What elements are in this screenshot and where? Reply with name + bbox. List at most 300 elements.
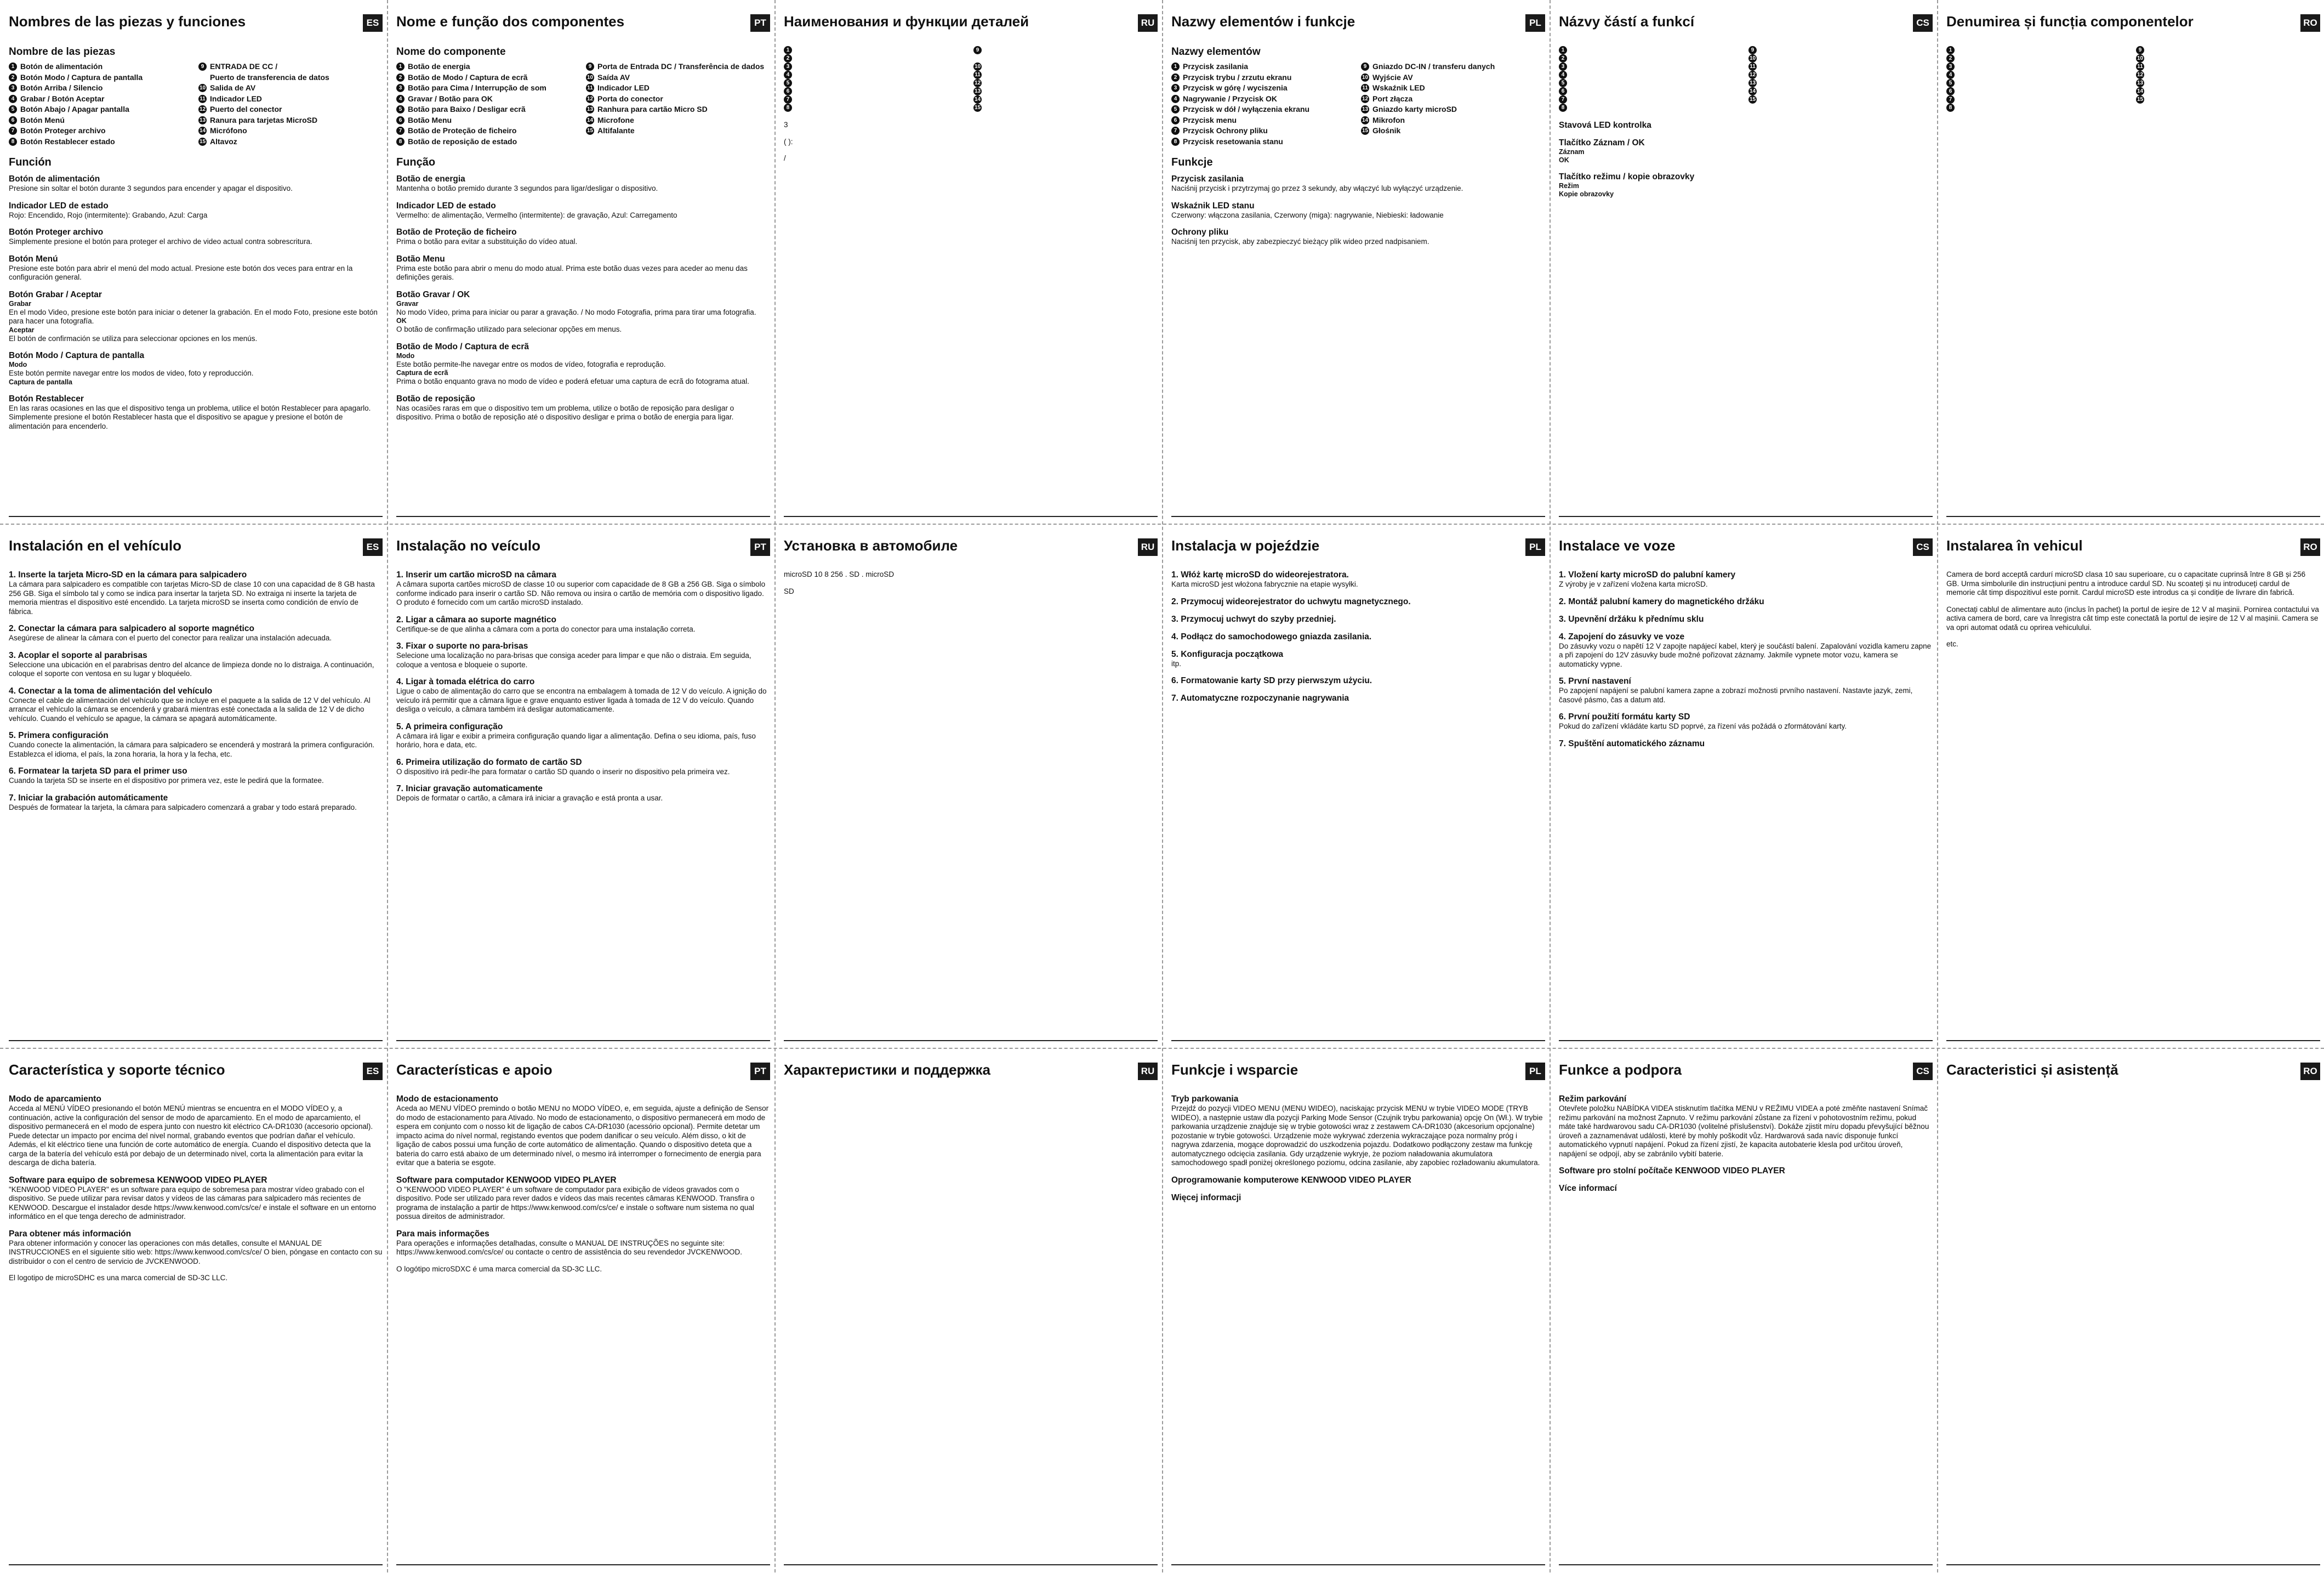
part-item xyxy=(198,94,383,105)
part-label: Puerto del conector xyxy=(210,105,282,113)
part-item xyxy=(198,115,383,126)
section-title: 4. Podłącz do samochodowego gniazda zasilania. xyxy=(1171,632,1372,641)
panel-content xyxy=(1559,570,1933,1038)
section-body: Para operações e informações detalhadas, consulte o MANUAL DE INSTRUÇÕES no seguinte site: https://www.kenwood.com/cs/ce/ ou contacte o centro de assistência do seu revendedor JVCKENWOOD. xyxy=(396,1239,743,1256)
section xyxy=(1559,570,1933,589)
panel-bottom-rule xyxy=(9,516,383,517)
part-item xyxy=(1946,95,2131,104)
section-body: Z výroby je v zařízení vložena karta microSD. xyxy=(1559,580,1708,588)
section-title: Oprogramowanie komputerowe KENWOOD VIDEO PLAYER xyxy=(1171,1175,1411,1185)
part-label: Porta do conector xyxy=(597,94,663,103)
part-number-icon: 9 xyxy=(586,63,594,71)
section-body: Nas ocasiões raras em que o dispositivo tem um problema, utilize o botão de reposição para desligar o dispositivo. Prima o botão de reposição até o dispositivo desligar e prima o botão de energia para ligar. xyxy=(396,404,734,421)
part-number-icon: 10 xyxy=(974,64,981,70)
section-title: 5. A primeira configuração xyxy=(396,722,503,731)
part-label: Wskaźnik LED xyxy=(1372,83,1425,92)
section xyxy=(1559,632,1933,669)
part-number-icon: 6 xyxy=(1559,87,1567,95)
function-heading: Función xyxy=(9,156,52,168)
panel-bottom-rule xyxy=(396,1564,770,1565)
section xyxy=(9,570,383,616)
language-badge: PL xyxy=(1525,538,1545,556)
part-item xyxy=(9,61,193,72)
panel-title: Instalação no veículo xyxy=(396,537,540,554)
part-item xyxy=(973,95,1158,104)
section-title: 6. Formatowanie karty SD przy pierwszym użyciu. xyxy=(1171,676,1372,685)
panel-pt-2 xyxy=(396,536,773,1049)
section-title: Botón Modo / Captura de pantalla xyxy=(9,351,145,360)
section xyxy=(9,254,383,282)
section-title: Více informací xyxy=(1559,1184,1617,1193)
language-badge: RU xyxy=(1138,538,1158,556)
language-badge: CS xyxy=(1913,1063,1933,1080)
part-number-icon: 14 xyxy=(586,117,594,123)
part-number-icon: 3 xyxy=(1559,63,1567,71)
section-title: 2. Przymocuj wideorejestrator do uchwytu magnetycznego. xyxy=(1171,597,1411,606)
panel-bottom-rule xyxy=(784,1564,1158,1565)
part-item xyxy=(1171,94,1355,105)
part-label: Indicador LED xyxy=(210,94,262,103)
part-item xyxy=(1946,104,2131,112)
section-title: 2. Ligar a câmara ao suporte magnético xyxy=(396,615,557,624)
section xyxy=(9,1094,383,1168)
section xyxy=(9,766,383,786)
panel-pl-1 xyxy=(1171,12,1548,525)
part-label: Botón de alimentación xyxy=(20,62,103,71)
part-label: Botão de reposição de estado xyxy=(408,137,517,146)
section-body: Mantenha o botão premido durante 3 segundos para ligar/desligar o dispositivo. xyxy=(396,184,658,192)
part-label: Puerto de transferencia de datos xyxy=(210,72,329,82)
panel-content xyxy=(1559,46,1933,514)
part-number-icon: 4 xyxy=(784,71,792,79)
section xyxy=(9,1176,383,1222)
part-item xyxy=(198,137,383,147)
part-item xyxy=(784,71,968,79)
panel-bottom-rule xyxy=(784,516,1158,517)
part-number-icon: 14 xyxy=(1749,88,1756,94)
section-body: Este botón permite navegar entre los modos de video, foto y reproducción. xyxy=(9,369,254,377)
function-heading: Função xyxy=(396,156,436,168)
section xyxy=(9,228,383,247)
part-item xyxy=(9,94,193,105)
part-item xyxy=(2136,71,2320,79)
section-title: 1. Włóż kartę microSD do wideorejestratora. xyxy=(1171,570,1349,580)
part-item xyxy=(586,115,770,126)
part-number-icon: 13 xyxy=(1749,80,1756,86)
panel-content xyxy=(1946,1094,2320,1562)
part-item xyxy=(973,104,1158,112)
section-body: Naciśnij przycisk i przytrzymaj go przez 3 sekundy, aby włączyć lub wyłączyć urządzenie. xyxy=(1171,184,1463,192)
part-item xyxy=(9,72,193,83)
part-item xyxy=(9,126,193,137)
part-item xyxy=(1171,83,1355,94)
part-item xyxy=(1946,46,2131,54)
part-item xyxy=(973,87,1158,95)
section-body: Vermelho: de alimentação, Vermelho (intermitente): de gravação, Azul: Carregamento xyxy=(396,211,677,219)
section xyxy=(1171,174,1545,194)
section xyxy=(1559,739,1933,749)
part-number-icon: 4 xyxy=(1559,71,1567,79)
panel-title: Funkcje i wsparcie xyxy=(1171,1061,1298,1078)
section-title: Botão de Proteção de ficheiro xyxy=(396,228,517,237)
part-number-icon: 1 xyxy=(9,63,17,71)
part-number-icon: 10 xyxy=(199,85,206,92)
section xyxy=(1559,677,1933,705)
section-body: No modo Vídeo, prima para iniciar ou parar a gravação. / No modo Fotografia, prima para tirar uma fotografia. xyxy=(396,308,756,316)
section xyxy=(1171,597,1545,607)
panel-title: Denumirea și funcția componentelor xyxy=(1946,13,2194,30)
section xyxy=(1559,1184,1933,1194)
section-body: Depois de formatar o cartão, a câmara irá iniciar a gravação e está pronta a usar. xyxy=(396,794,663,802)
section-title: Software pro stolní počítače KENWOOD VIDEO PLAYER xyxy=(1559,1166,1785,1176)
part-label: Przycisk trybu / zrzutu ekranu xyxy=(1183,72,1292,82)
parts-list xyxy=(396,61,770,147)
part-label: ENTRADA DE CC / xyxy=(210,62,278,71)
part-item xyxy=(1559,71,1743,79)
part-number-icon: 2 xyxy=(396,73,405,82)
part-item xyxy=(396,115,580,126)
part-item xyxy=(1946,87,2131,95)
language-badge: PT xyxy=(750,1063,770,1080)
section-title: 2. Conectar la cámara para salpicadero al soporte magnético xyxy=(9,624,254,633)
section xyxy=(396,758,770,777)
panel-content xyxy=(396,46,770,514)
parts-column xyxy=(396,61,580,147)
part-label: Saída AV xyxy=(597,72,630,82)
part-number-icon: 5 xyxy=(1559,79,1567,87)
panel-title: Nombres de las piezas y funciones xyxy=(9,13,246,30)
section xyxy=(396,174,770,194)
panel-cs-3 xyxy=(1559,1060,1936,1573)
section-title: Ochrony pliku xyxy=(1171,228,1229,237)
section-subtitle: Gravar xyxy=(396,299,419,308)
column-fold-guide xyxy=(1162,0,1163,1572)
function-heading: Funkcje xyxy=(1171,156,1213,168)
parts-column xyxy=(1946,46,2131,112)
part-item xyxy=(198,72,383,83)
language-badge: CS xyxy=(1913,538,1933,556)
part-number-icon: 3 xyxy=(396,84,405,92)
parts-list xyxy=(1946,46,2320,112)
section xyxy=(1559,712,1933,731)
section-title: 7. Spuštění automatického záznamu xyxy=(1559,739,1705,748)
part-item xyxy=(2136,79,2320,87)
parts-column xyxy=(1361,61,1545,147)
part-number-icon: 1 xyxy=(784,46,792,54)
section xyxy=(396,1265,770,1274)
section xyxy=(1559,172,1933,198)
section xyxy=(9,290,383,344)
section xyxy=(9,686,383,724)
section xyxy=(1559,121,1933,130)
parts-heading: Nazwy elementów xyxy=(1171,46,1261,58)
parts-column xyxy=(973,46,1158,112)
panel-bottom-rule xyxy=(1171,1040,1545,1041)
part-item xyxy=(1748,87,1933,95)
section-title: Software para equipo de sobremesa KENWOOD VIDEO PLAYER xyxy=(9,1175,267,1185)
panel-title: Instalación en el vehículo xyxy=(9,537,181,554)
part-item xyxy=(973,63,1158,71)
part-item xyxy=(1559,87,1743,95)
section-title: Wskaźnik LED stanu xyxy=(1171,201,1255,211)
section xyxy=(1946,570,2320,598)
section-title: 3. Fixar o suporte no para-brisas xyxy=(396,641,528,651)
section xyxy=(1171,632,1545,642)
part-item xyxy=(1171,104,1355,115)
part-label: Grabar / Botón Aceptar xyxy=(20,94,105,103)
part-number-icon: 11 xyxy=(1748,63,1757,71)
section xyxy=(9,174,383,194)
part-label: Przycisk Ochrony pliku xyxy=(1183,126,1268,135)
part-item xyxy=(586,72,770,83)
section-title: Więcej informacji xyxy=(1171,1192,1241,1202)
panel-title: Наименования и функции деталей xyxy=(784,13,1029,30)
part-item xyxy=(973,71,1158,79)
part-label: Nagrywanie / Przycisk OK xyxy=(1183,94,1277,103)
part-item xyxy=(2136,46,2320,54)
section-subtitle: Captura de pantalla xyxy=(9,378,72,386)
panel-ru-3 xyxy=(784,1060,1161,1573)
section xyxy=(1171,615,1545,624)
parts-column xyxy=(784,46,968,112)
section-body: Presione este botón para abrir el menú del modo actual. Presione este botón dos veces para entrar en la configuración general. xyxy=(9,264,353,281)
part-number-icon: 11 xyxy=(973,71,982,79)
part-number-icon: 7 xyxy=(1946,95,1955,104)
part-number-icon: 2 xyxy=(784,54,792,63)
panel-ro-1 xyxy=(1946,12,2323,525)
part-item xyxy=(1748,71,1933,79)
part-number-icon: 4 xyxy=(9,95,17,103)
panel-bottom-rule xyxy=(9,1040,383,1041)
panel-bottom-rule xyxy=(396,516,770,517)
section-title: Tryb parkowania xyxy=(1171,1094,1239,1104)
part-item xyxy=(1361,126,1545,137)
part-item xyxy=(9,104,193,115)
parts-list xyxy=(1559,46,1933,112)
section-body: Ligue o cabo de alimentação do carro que se encontra na embalagem à tomada de 12 V do veículo. A ignição do veículo irá permitir que a câmara ligue e grave enquanto estiver ligada à tomada de 12 V do veículo. Quando desliga o veículo, a câmara também irá desligar automaticamente. xyxy=(396,687,767,713)
panel-es-1 xyxy=(9,12,386,525)
language-badge: RO xyxy=(2300,538,2320,556)
part-label: Przycisk w dół / wyłączenia ekranu xyxy=(1183,105,1310,113)
panel-bottom-rule xyxy=(1946,516,2320,517)
part-item xyxy=(2136,87,2320,95)
part-item xyxy=(1361,83,1545,94)
part-label: Port złącza xyxy=(1372,94,1413,103)
section-title: 4. Ligar à tomada elétrica do carro xyxy=(396,677,535,686)
panel-title: Características e apoio xyxy=(396,1061,552,1078)
panel-title: Funkce a podpora xyxy=(1559,1061,1682,1078)
section-body: El logotipo de microSDHC es una marca comercial de SD-3C LLC. xyxy=(9,1274,228,1282)
section-subtitle: Modo xyxy=(9,361,27,368)
part-label: Przycisk w górę / wyciszenia xyxy=(1183,83,1288,92)
part-number-icon: 6 xyxy=(396,116,405,124)
part-number-icon: 8 xyxy=(396,138,405,146)
part-label: Botón Arriba / Silencio xyxy=(20,83,103,92)
parts-list xyxy=(1171,61,1545,147)
part-item xyxy=(1171,137,1355,147)
section xyxy=(396,1176,770,1222)
section-title: Botão Menu xyxy=(396,254,445,264)
part-item xyxy=(784,79,968,87)
panel-title: Caracteristici și asistență xyxy=(1946,1061,2118,1078)
part-item xyxy=(1946,79,2131,87)
part-number-icon: 9 xyxy=(973,46,982,54)
panel-content xyxy=(396,570,770,1038)
section xyxy=(1171,694,1545,703)
section-body: Aceda ao MENU VÍDEO premindo o botão MENU no MODO VÍDEO, e, em seguida, ajuste a definição de Sensor do modo de estacionamento para Ativado. No modo de estacionamento, o dispositivo permanecerá em modo de espera em conjunto com o nosso kit de ligação de cabos CA-DR1030 (acessório opcional). Permite detetar um impacto acima do nível normal, registando eventos que podem danificar o seu veículo. Além disso, o kit de ligação de cabos possui uma função de corte automático de alimentação. Quando o dispositivo deteta que a bateria do carro está abaixo de um determinado nível, o mesmo irá interromper o fornecimento de energia para evitar que a bateria se esgote. xyxy=(396,1104,769,1167)
section-body: Certifique-se de que alinha a câmara com a porta do conector para uma instalação correta. xyxy=(396,624,696,633)
section xyxy=(9,394,383,431)
part-label: Altifalante xyxy=(597,126,635,135)
section-body: Conectați cablul de alimentare auto (inclus în pachet) la portul de ieșire de 12 V al mașinii. Pornirea contactului va activa camera de bord, care va înregistra cât timp este conectată la portul de ieșire de 12 V al mașinii. Camera se va opri automat odată cu oprirea vehiculului. xyxy=(1946,605,2319,632)
section xyxy=(1171,1176,1545,1185)
part-number-icon: 9 xyxy=(1748,46,1757,54)
language-badge: RO xyxy=(2300,14,2320,32)
section xyxy=(396,722,770,750)
part-item xyxy=(396,104,580,115)
section xyxy=(1559,1166,1933,1176)
part-item xyxy=(2136,95,2320,104)
section-title: Botón de alimentación xyxy=(9,174,100,184)
section-title: 1. Inserte la tarjeta Micro-SD en la cámara para salpicadero xyxy=(9,570,247,580)
panel-title: Instalarea în vehicul xyxy=(1946,537,2083,554)
section-body: Presione sin soltar el botón durante 3 segundos para encender y apagar el dispositivo. xyxy=(9,184,293,192)
panel-ru-2 xyxy=(784,536,1161,1049)
part-number-icon: 5 xyxy=(1946,79,1955,87)
section-title: Tlačítko Záznam / OK xyxy=(1559,138,1645,147)
section-title: Para obtener más información xyxy=(9,1229,132,1239)
part-item xyxy=(1946,63,2131,71)
part-label: Gravar / Botão para OK xyxy=(408,94,493,103)
part-label: Przycisk zasilania xyxy=(1183,62,1249,71)
section xyxy=(396,570,770,607)
section-title: 5. Konfiguracja początkowa xyxy=(1171,649,1284,659)
part-number-icon: 12 xyxy=(199,106,206,113)
section-body: Cuando conecte la alimentación, la cámara para salpicadero se encenderá y mostrará la primera configuración. Establezca el idioma, el país, la zona horaria, la hora y la fecha, etc. xyxy=(9,741,375,758)
section-title: Modo de aparcamiento xyxy=(9,1094,101,1104)
part-number-icon: 15 xyxy=(974,105,981,111)
column-fold-guide xyxy=(774,0,776,1572)
panel-ro-2 xyxy=(1946,536,2323,1049)
part-label: Ranhura para cartão Micro SD xyxy=(597,105,708,113)
part-item xyxy=(586,94,770,105)
section-body: A câmara irá ligar e exibir a primeira configuração quando ligar a alimentação. Defina o seu idioma, país, fuso horário, hora e data, etc. xyxy=(396,731,756,749)
section-body: Pokud do zařízení vkládáte kartu SD poprvé, za řízení vás požádá o zformátování karty. xyxy=(1559,722,1847,730)
parts-column xyxy=(586,61,770,147)
parts-list xyxy=(784,46,1158,112)
part-number-icon: 11 xyxy=(586,84,594,92)
section-body: etc. xyxy=(1946,640,1958,648)
panel-content xyxy=(1171,46,1545,514)
part-number-icon: 12 xyxy=(1362,95,1369,102)
part-number-icon: 10 xyxy=(1362,74,1369,81)
section xyxy=(1946,640,2320,649)
panel-title: Установка в автомобиле xyxy=(784,537,958,554)
language-badge: PL xyxy=(1525,1063,1545,1080)
panel-content xyxy=(784,1094,1158,1562)
part-number-icon: 15 xyxy=(1749,96,1756,103)
part-number-icon: 15 xyxy=(586,128,594,134)
section xyxy=(396,641,770,669)
section-body: Czerwony: włączona zasilania, Czerwony (miga): nagrywanie, Niebieski: ładowanie xyxy=(1171,211,1444,219)
panel-pt-3 xyxy=(396,1060,773,1573)
panel-content xyxy=(1946,46,2320,514)
part-number-icon: 5 xyxy=(396,105,405,113)
section xyxy=(396,1229,770,1257)
parts-column xyxy=(1559,46,1743,112)
part-number-icon: 2 xyxy=(9,73,17,82)
section-body: Para obtener información y conocer las operaciones con más detalles, consulte el MANUAL DE INSTRUCCIONES en el siguiente sitio web: https://www.kenwood.com/cs/ce/ O bien, póngase en contacto con su distribuidor o con el centro de servicio de JVCKENWOOD. xyxy=(9,1239,383,1265)
part-number-icon: 7 xyxy=(784,95,792,104)
language-badge: RO xyxy=(2300,1063,2320,1080)
panel-content xyxy=(1171,570,1545,1038)
part-number-icon: 6 xyxy=(784,87,792,95)
section-title: 5. Primera configuración xyxy=(9,731,109,740)
part-item xyxy=(1361,115,1545,126)
part-label: Gniazdo DC-IN / transferu danych xyxy=(1372,62,1495,71)
section-title: 6. Formatear la tarjeta SD para el primer uso xyxy=(9,766,187,776)
section-subtitle: Captura de ecrã xyxy=(396,369,448,377)
part-item xyxy=(396,94,580,105)
section xyxy=(396,615,770,634)
part-label: Botão de energia xyxy=(408,62,470,71)
part-number-icon: 13 xyxy=(1362,106,1369,113)
section-title: Botão de reposição xyxy=(396,394,475,404)
part-label: Salida de AV xyxy=(210,83,256,92)
part-number-icon: 1 xyxy=(1946,46,1955,54)
section-body: 3 xyxy=(784,121,788,129)
part-number-icon: 3 xyxy=(784,63,792,71)
section-title: 2. Montáž palubní kamery do magnetického držáku xyxy=(1559,597,1764,606)
parts-column xyxy=(1171,61,1355,147)
part-number-icon: 9 xyxy=(1361,63,1369,71)
part-number-icon: 12 xyxy=(974,80,981,86)
part-item xyxy=(1559,46,1743,54)
parts-column xyxy=(198,61,383,147)
section xyxy=(9,793,383,813)
part-item xyxy=(198,83,383,94)
part-item xyxy=(586,61,770,72)
part-item xyxy=(1559,95,1743,104)
section-title: Software para computador KENWOOD VIDEO PLAYER xyxy=(396,1175,617,1185)
part-number-icon: 1 xyxy=(396,63,405,71)
panel-content xyxy=(1946,570,2320,1038)
section xyxy=(784,154,1158,163)
part-number-icon: 13 xyxy=(974,88,981,94)
section-body: Después de formatear la tarjeta, la cámara para salpicadero comenzará a grabar y todo estará preparado. xyxy=(9,803,357,811)
panel-bottom-rule xyxy=(9,1564,383,1565)
part-item xyxy=(1171,61,1355,72)
part-number-icon: 14 xyxy=(2137,88,2144,94)
part-number-icon: 7 xyxy=(396,127,405,135)
section-body: O botão de confirmação utilizado para selecionar opções em menus. xyxy=(396,325,622,333)
part-number-icon: 9 xyxy=(2136,46,2144,54)
part-item xyxy=(784,104,968,112)
part-label: Wyjście AV xyxy=(1372,72,1413,82)
section-body: En el modo Video, presione este botón para iniciar o detener la grabación. En el modo Foto, presione este botón para hacer una fotografía. xyxy=(9,308,378,325)
panel-content xyxy=(784,46,1158,514)
part-label: Botão para Baixo / Desligar ecrã xyxy=(408,105,526,113)
part-item xyxy=(973,79,1158,87)
part-label: Micrófono xyxy=(210,126,247,135)
part-number-icon: 11 xyxy=(2136,63,2144,71)
section xyxy=(1946,605,2320,633)
part-number-icon: 10 xyxy=(2137,55,2144,61)
part-label: Głośnik xyxy=(1372,126,1401,135)
part-item xyxy=(784,46,968,54)
section-body: A câmara suporta cartões microSD de classe 10 ou superior com capacidade de 8 GB a 256 GB. Siga o símbolo conforme indicado para inserir o cartão SD. Não remova ou insira o cartão de memória com o dispositivo ligado. O produto é fornecido com um cartão microSD instalado. xyxy=(396,580,766,606)
part-number-icon: 3 xyxy=(1946,63,1955,71)
